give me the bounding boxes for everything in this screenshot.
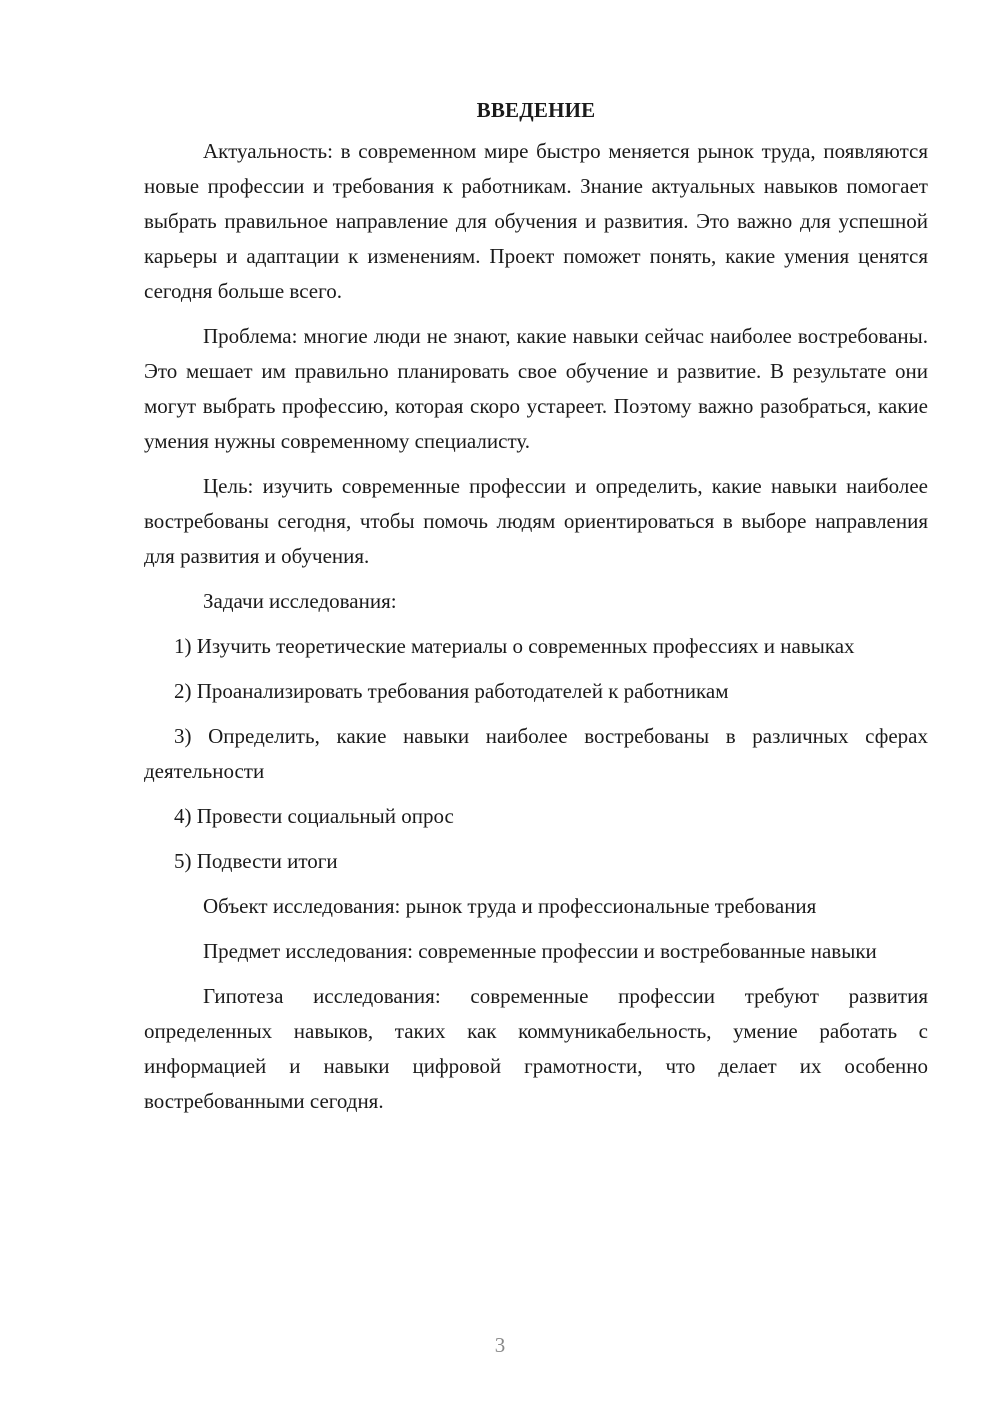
paragraph-subject: Предмет исследования: современные профессии и востребованные навыки (203, 939, 877, 963)
paragraph-relevance: Актуальность: в современном мире быстро меняется рынок труда, появляются новые профессии и требования к работникам. Знание актуальных навыков помогает выбрать правильное направление для обучения и развития. Это важно для успешной карьеры и адаптации к изменениям. Проект поможет понять, какие умения ценятся сегодня больше всего. (144, 139, 928, 303)
task-item-4: 4) Провести социальный опрос (174, 804, 454, 828)
tasks-heading: Задачи исследования: (203, 589, 397, 613)
paragraph-goal: Цель: изучить современные профессии и определить, какие навыки наиболее востребованы сегодня, чтобы помочь людям ориентироваться в выборе направления для развития и обучения. (144, 474, 928, 568)
document-page (144, 92, 928, 1129)
task-item-5: 5) Подвести итоги (174, 849, 338, 873)
task-item-3: 3) Определить, какие навыки наиболее востребованы в различных сферах деятельности (144, 724, 928, 783)
paragraph-object: Объект исследования: рынок труда и профессиональные требования (203, 894, 817, 918)
paragraph-problem: Проблема: многие люди не знают, какие навыки сейчас наиболее востребованы. Это мешает им правильно планировать свое обучение и развитие. В результате они могут выбрать профессию, которая скоро устареет. Поэтому важно разобраться, какие умения нужны современному специалисту. (144, 324, 928, 453)
paragraph-hypothesis: Гипотеза исследования: современные профессии требуют развития определенных навыков, таких как коммуникабельность, умение работать с информацией и навыки цифровой грамотности, что делает их особенно востребованными сегодня. (144, 984, 928, 1113)
section-title: ВВЕДЕНИЕ (476, 98, 596, 122)
page-number: 3 (494, 1333, 506, 1357)
task-item-2: 2) Проанализировать требования работодателей к работникам (174, 679, 729, 703)
task-item-1: 1) Изучить теоретические материалы о современных профессиях и навыках (174, 634, 855, 658)
